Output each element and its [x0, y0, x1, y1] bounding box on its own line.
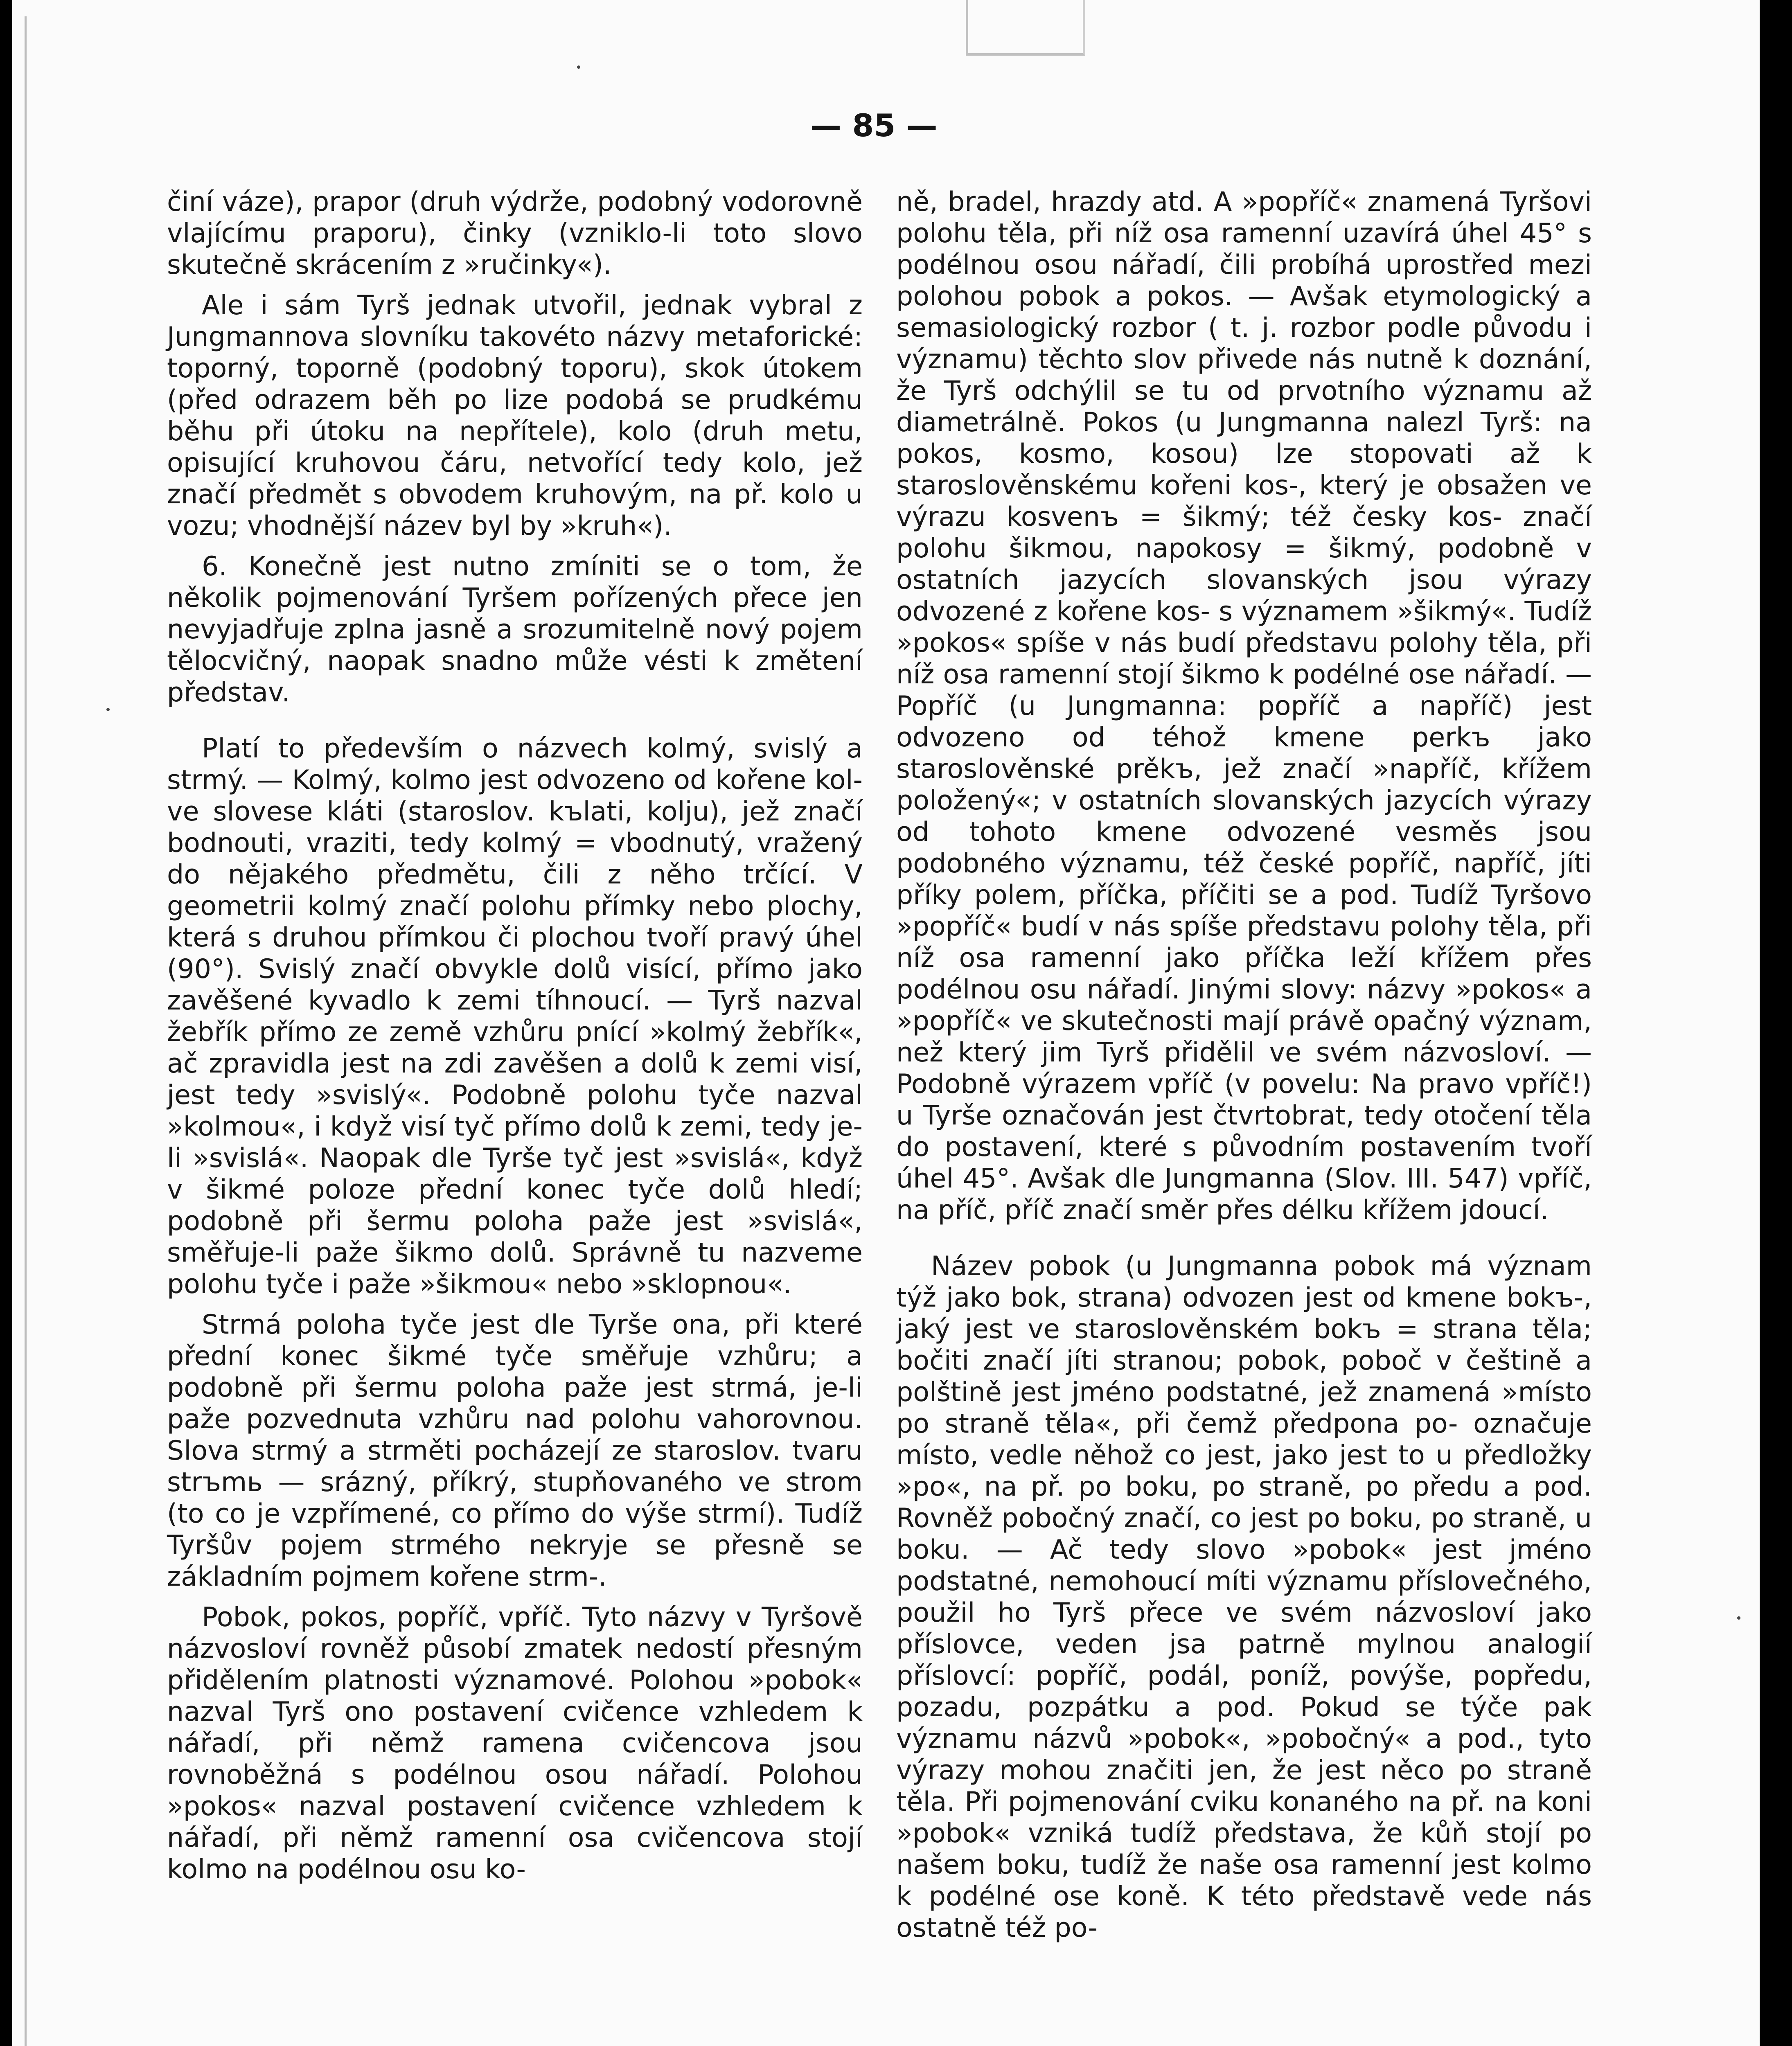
paragraph: ně, bradel, hrazdy atd. A »popříč« znamená Tyršovi polohu těla, při níž osa ramenní uzavírá úhel 45° s podélnou osou nářadí, čili probíhá uprostřed mezi polohou pobok a pokos. — Avšak etymologický a semasiologický rozbor ( t. j. rozbor podle původu i významu) těchto slov přivede nás nutně k doznání, že Tyrš odchýlil se tu od prvotního významu až diametrálně. Pokos (u Jungmanna nalezl Tyrš: na pokos, kosmo, kosou) lze stopovati až k staroslověnskému kořeni kos-, který je obsažen ve výrazu kosvenъ = šikmý; též česky kos- značí polohu šikmou, napokosy = šikmý, podobně v ostatních jazycích slovanských jsou výrazy odvozené z kořene kos- s významem »šikmý«. Tudíž »pokos« spíše v nás budí představu polohy těla, při níž osa ramenní stojí šikmo k podélné ose nářadí. — Popříč (u Jungmanna: popříč a napříč) jest odvozeno od téhož kmene perkъ jako staroslověnské prěkъ, jež značí »napříč, křížem položený«; v ostatních slovanských jazycích výrazy od tohoto kmene odvozené vesměs jsou podobného významu, též české popříč, napříč, jíti příky polem, příčka, příčiti se a pod. Tudíž Tyršovo »popříč« budí v nás spíše představu polohy těla, při níž osa ramenní jako příčka leží křížem přes podélnou osu nářadí. Jinými slovy: názvy »pokos« a »popříč« ve skutečnosti mají právě opačný význam, než který jim Tyrš přidělil ve svém názvosloví. — Podobně výrazem vpříč (v povelu: Na pravo vpříč!) u Tyrše označován jest čtvrtobrat, tedy otočení těla do postavení, které s původním postavením tvoří úhel 45°. Avšak dle Jungmanna (Slov. III. 547) vpříč, na příč, příč značí směr přes délku křížem jdoucí. — [896, 187, 1592, 1226]
paragraph: Ale i sám Tyrš jednak utvořil, jednak vybral z Jungmannova slovníku takovéto názvy metaforické: toporný, toporně (podobný toporu), skok útokem (před odrazem běh po lize podobá se prudkému běhu při útoku na nepřítele), kolo (druh metu, opisující kruhovou čáru, netvořící tedy kolo, jež značí předmět s obvodem kruhovým, na př. kolo u vozu; vhodnější název byl by »kruh«). — [167, 290, 863, 541]
scan-corner-mark — [966, 0, 1085, 56]
dust-speck — [577, 65, 580, 69]
page-edge-line — [25, 16, 27, 2046]
paragraph: Název pobok (u Jungmanna pobok má význam týž jako bok, strana) odvozen jest od kmene bokъ-, jaký jest ve staroslověnském bokъ = strana těla; bočiti značí jíti stranou; pobok, poboč v češtině a polštině jest jméno podstatné, jež znamená »místo po straně těla«, při čemž předpona po- označuje místo, vedle něhož co jest, jako jest to u předložky »po«, na př. po boku, po straně, po předu a pod. Rovněž pobočný značí, co jest po boku, po straně, u boku. — Ač tedy slovo »pobok« jest jméno podstatné, nemohoucí míti významu příslovečného, použil ho Tyrš přece ve svém názvosloví jako příslovce, veden jsa patrně mylnou analogií příslovcí: popříč, podál, poníž, povýše, popředu, pozadu, pozpátku a pod. Pokud se týče pak významu názvů »pobok«, »pobočný« a pod., tyto výrazy mohou značiti jen, že jest něco po straně těla. Při pojmenování cviku konaného na př. na koni »pobok« vzniká tudíž představa, že kůň stojí po našem boku, tudíž že naše osa ramenní jest kolmo k podélné ose koně. K této představě vede nás ostatně též po- — [896, 1251, 1592, 1943]
paragraph: činí váze), prapor (druh výdrže, podobný vodorovně vlajícímu praporu), činky (vzniklo-li toto slovo skutečně skrácením z »ručinky«). — [167, 187, 863, 280]
paragraph: Pobok, pokos, popříč, vpříč. Tyto názvy v Tyršově názvosloví rovněž působí zmatek nedostí přesným přidělením platnosti významové. Polohou »pobok« nazval Tyrš ono postavení cvičence vzhledem k nářadí, při němž ramena cvičencova jsou rovnoběžná s podélnou osou nářadí. Polohou »pokos« nazval postavení cvičence vzhledem k nářadí, při němž ramenní osa cvičencova stojí kolmo na podélnou osu ko- — [167, 1602, 863, 1885]
left-column — [167, 186, 863, 1894]
paragraph: Platí to především o názvech kolmý, svislý a strmý. — Kolmý, kolmo jest odvozeno od kořene kol- ve slovese kláti (staroslov. kъlati, kolju), jež značí bodnouti, vraziti, tedy kolmý = vbodnutý, vražený do nějakého předmětu, čili z něho trčící. V geometrii kolmý značí polohu přímky nebo plochy, která s druhou přímkou či plochou tvoří pravý úhel (90°). Svislý značí obvykle dolů visící, přímo jako zavěšené kyvadlo k zemi tíhnoucí. — Tyrš nazval žebřík přímo ze země vzhůru pnící »kolmý žebřík«, ač zpravidla jest na zdi zavěšen a dolů k zemi visí, jest tedy »svislý«. Podobně polohu tyče nazval »kolmou«, i když visí tyč přímo dolů k zemi, tedy je-li »svislá«. Naopak dle Tyrše tyč jest »svislá«, když v šikmé poloze přední konec tyče dolů hledí; podobně při šermu poloha paže jest »svislá«, směřuje-li paže šikmo dolů. Správně tu nazveme polohu tyče i paže »šikmou« nebo »sklopnou«. — [167, 733, 863, 1300]
dust-speck — [106, 708, 110, 711]
book-page — [12, 0, 1760, 2046]
page-number: — 85 — — [810, 107, 938, 144]
right-column — [896, 186, 1592, 1953]
paragraph: 6. Konečně jest nutno zmíniti se o tom, že několik pojmenování Tyršem pořízených přece jen nevyjadřuje zplna jasně a srozumitelně nový pojem tělocvičný, naopak snadno může vésti k změtení představ. — [167, 551, 863, 708]
dust-speck — [1737, 1616, 1740, 1620]
paragraph: Strmá poloha tyče jest dle Tyrše ona, při které přední konec šikmé tyče směřuje vzhůru; a podobně při šermu poloha paže jest strmá, je-li paže pozvednuta vzhůru nad polohu vahorovnou. Slova strmý a strměti pocházejí ze staroslov. tvaru strъmь — srázný, příkrý, stupňovaného ve strom (to co je vzpřímené, co přímo do výše strmí). Tudíž Tyršův pojem strmého nekryje se přesně se základním pojmem kořene strm-. — [167, 1309, 863, 1592]
